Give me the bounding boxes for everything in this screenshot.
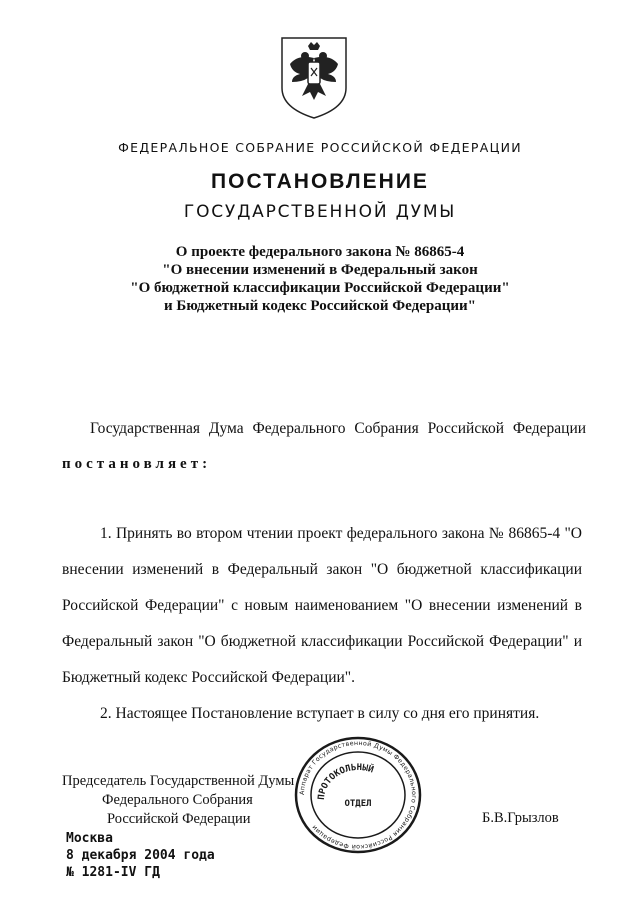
title-line: "О бюджетной классификации Российской Федерации" (130, 280, 510, 296)
position-line: Федерального Собрания (102, 792, 253, 808)
svg-text:Аппарат Государственной Думы Ф (299, 740, 417, 851)
stamp-center-text: ОТДЕЛ (344, 799, 372, 809)
organization-heading: ФЕДЕРАЛЬНОЕ СОБРАНИЕ РОССИЙСКОЙ ФЕДЕРАЦИИ (118, 140, 522, 155)
paragraph-2: 2. Настоящее Постановление вступает в силу со дня его принятия. (100, 705, 540, 722)
footer-number: № 1281-IV ГД (66, 865, 160, 880)
resolution-body (62, 516, 582, 732)
footer-date: 8 декабря 2004 года (66, 848, 215, 863)
svg-text:ПРОТОКОЛЬНЫЙ (317, 763, 375, 801)
resolves-word: постановляет: (62, 456, 212, 472)
title-line: "О внесении изменений в Федеральный закон (162, 262, 478, 278)
issuer-heading: ГОСУДАРСТВЕННОЙ ДУМЫ (183, 202, 457, 222)
document-type-heading: ПОСТАНОВЛЕНИЕ (211, 170, 429, 193)
paragraph-1: 1. Принять во втором чтении проект федерального закона № 86865-4 "О внесении изменений в Федеральный закон "О бюджетной классификации Российской Федерации" с новым наименованием "О внесении изменений в Федеральный закон "О бюджетной классификации Российской Федерации" и Бюджетный кодекс Российской Федерации". (62, 525, 582, 686)
title-line: и Бюджетный кодекс Российской Федерации" (164, 298, 476, 314)
official-stamp (294, 736, 422, 854)
document-title (0, 243, 640, 315)
coat-of-arms-emblem (278, 36, 350, 120)
footer-city: Москва (66, 831, 113, 846)
position-line: Российской Федерации (107, 811, 251, 827)
document-footer (66, 830, 215, 881)
intro-text: Государственная Дума Федерального Собрания Российской Федерации (90, 420, 587, 437)
stamp-ring-text: ПРОТОКОЛЬНЫЙ (316, 762, 375, 801)
signatory-name: Б.В.Грызлов (482, 810, 559, 826)
signatory-position (62, 772, 294, 829)
position-line: Председатель Государственной Думы (62, 773, 295, 789)
stamp-outer-text: Аппарат Государственной Думы Федерального Собрания Российской Федерации (298, 739, 418, 851)
title-line: О проекте федерального закона № 86865-4 (175, 244, 465, 260)
